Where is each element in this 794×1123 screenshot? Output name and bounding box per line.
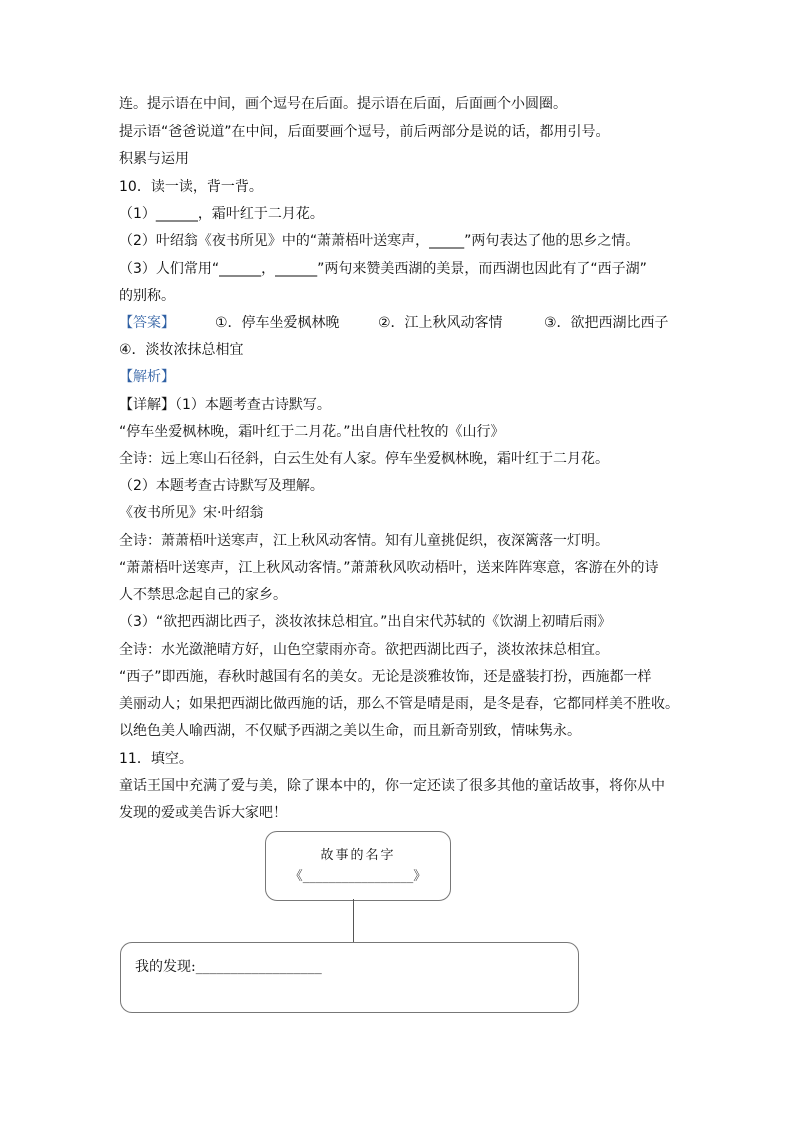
text-line: 全诗：水光潋滟晴方好，山色空蒙雨亦奇。欲把西湖比西子，淡妆浓抹总相宜。 <box>119 642 609 658</box>
text-line: 童话王国中充满了爱与美，除了课本中的，你一定还读了很多其他的童话故事，将你从中 <box>119 778 665 794</box>
answer-item-2: ②．江上秋风动客情 <box>378 315 503 331</box>
text-line: “萧萧梧叶送寒声，江上秋风动客情。”萧萧秋风吹动梧叶，送来阵阵寒意，客游在外的诗 <box>119 560 659 576</box>
question-10-title: 10．读一读，背一背。 <box>119 179 263 195</box>
story-name-title: 故事的名字 <box>320 848 396 863</box>
text-line: 美丽动人；如果把西湖比做西施的话，那么不管是晴是雨，是冬是春，它都同样美不胜收。 <box>119 696 679 712</box>
question-11-title: 11．填空。 <box>119 751 193 767</box>
section-heading: 积累与运用 <box>119 151 189 167</box>
text-line: 的别称。 <box>119 288 175 304</box>
answer-tag: 【答案】 <box>119 315 175 331</box>
text-line: “西子”即西施，春秋时越国有名的美女。无论是淡雅妆饰，还是盛装打扮，西施都一样 <box>119 669 652 685</box>
text-line: 以绝色美人喻西湖，不仅赋予西湖之美以生命，而且新奇别致，情味隽永。 <box>119 723 581 739</box>
analysis-tag: 【解析】 <box>119 369 175 385</box>
question-10-item-3: （3）人们常用“______，______”两句来赞美西湖的美景，而西湖也因此有了“西子湖” <box>119 261 647 277</box>
text-line: （2）本题考查古诗默写及理解。 <box>119 478 324 494</box>
text-line: （3）“欲把西湖比西子，淡妆浓抹总相宜。”出自宋代苏轼的《饮湖上初晴后雨》 <box>119 614 612 630</box>
connector-line <box>353 899 354 943</box>
text-line: 发现的爱或美告诉大家吧！ <box>119 805 287 821</box>
text-line: 【详解】（1）本题考查古诗默写。 <box>119 397 331 413</box>
text-line: 连。提示语在中间，画个逗号在后面。提示语在后面，后面画个小圆圈。 <box>119 96 567 112</box>
story-name-box <box>265 831 451 901</box>
text-line: 人不禁思念起自己的家乡。 <box>119 587 287 603</box>
text-line: 全诗：萧萧梧叶送寒声，江上秋风动客情。知有儿童挑促织，夜深篱落一灯明。 <box>119 533 609 549</box>
discovery-box <box>120 942 579 1013</box>
text-line: “停车坐爱枫林晚，霜叶红于二月花。”出自唐代杜牧的《山行》 <box>119 424 505 440</box>
text-line: 全诗：远上寒山石径斜，白云生处有人家。停车坐爱枫林晚，霜叶红于二月花。 <box>119 451 609 467</box>
story-name-field[interactable]: 《_________________》 <box>289 869 427 884</box>
answer-item-4: ④．淡妆浓抹总相宜 <box>119 342 244 358</box>
answer-item-3: ③．欲把西湖比西子 <box>544 315 669 331</box>
question-10-item-2: （2）叶绍翁《夜书所见》中的“萧萧梧叶送寒声，_____”两句表达了他的思乡之情。 <box>119 233 640 249</box>
text-line: 提示语“爸爸说道”在中间，后面要画个逗号，前后两部分是说的话，都用引号。 <box>119 124 610 140</box>
question-10-item-1: （1）______，霜叶红于二月花。 <box>119 206 324 222</box>
discovery-field[interactable]: 我的发现:__________________ <box>135 959 322 975</box>
text-line: 《夜书所见》宋·叶绍翁 <box>119 505 264 521</box>
answer-item-1: ①．停车坐爱枫林晚 <box>215 315 340 331</box>
